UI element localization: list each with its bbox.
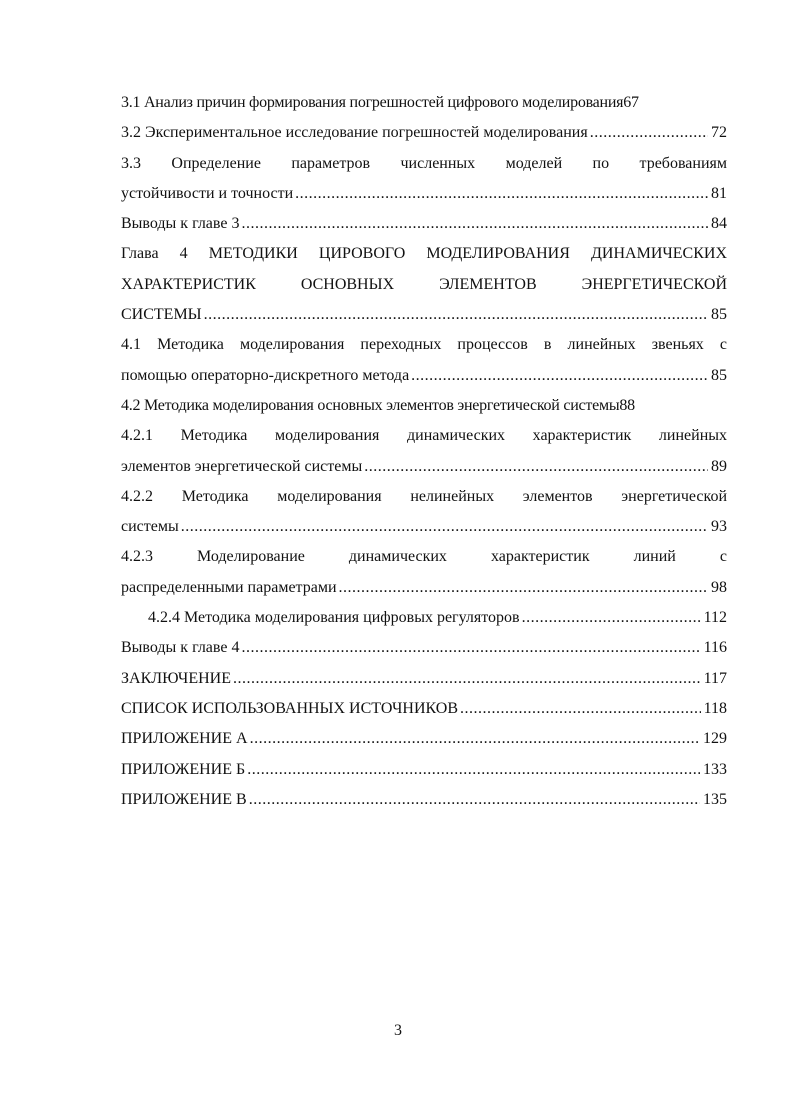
toc-leader-dots (522, 603, 701, 633)
toc-leader-dots (295, 179, 708, 209)
toc-entry-page: 117 (703, 669, 727, 687)
toc-entry-page: 98 (711, 578, 727, 596)
toc-leader-dots (339, 573, 708, 603)
toc-leader-dots (250, 724, 700, 754)
toc-entry-title: 4.2 Методика моделирования основных элементов энергетической системы (121, 396, 620, 414)
toc-entry-title-line: Глава 4 МЕТОДИКИ ЦИРОВОГО МОДЕЛИРОВАНИЯ ДИНАМИЧЕСКИХ (121, 245, 727, 263)
toc-entry-title: ПРИЛОЖЕНИЕ В (121, 790, 247, 808)
toc-entry-4-2 (121, 391, 727, 421)
toc-entry-3-1 (121, 88, 727, 118)
toc-entry-title-line: 4.2.1 Методика моделирования динамических характеристик линейных (121, 427, 727, 445)
toc-leader-dots (249, 785, 700, 815)
toc-entry-page: 135 (703, 790, 727, 808)
toc-leader-dots (590, 118, 708, 148)
toc-entry-title: элементов энергетической системы (121, 457, 363, 475)
toc-entry-page: 112 (703, 609, 727, 627)
toc-entry-title: 3.2 Экспериментальное исследование погрешностей моделирования (121, 124, 588, 142)
toc-leader-dots (460, 694, 701, 724)
toc-entry-title: Выводы к главе 4 (121, 639, 240, 657)
toc-entry-3-2 (121, 118, 727, 148)
toc-entry-page: 85 (711, 366, 727, 384)
toc-entry-page: 116 (703, 639, 727, 657)
toc-leader-dots (181, 512, 708, 542)
toc-entry-appendix-b (121, 755, 727, 785)
toc-leader-dots (204, 300, 708, 330)
toc-entry-page: 89 (711, 457, 727, 475)
toc-leader-dots (233, 664, 701, 694)
toc-entry-title-line: 4.2.2 Методика моделирования нелинейных элементов энергетической (121, 487, 727, 505)
toc-entry-conclusion (121, 664, 727, 694)
page-number: 3 (394, 1022, 402, 1039)
toc-entry-4-2-3 (121, 542, 727, 603)
toc-entry-4-2-2 (121, 482, 727, 543)
toc-entry-page: 67 (623, 94, 639, 111)
toc-entry-4-2-4 (121, 603, 727, 633)
toc-entry-4-1 (121, 330, 727, 391)
toc-entry-title: распределенными параметрами (121, 578, 337, 596)
toc-entry-page: 88 (619, 396, 635, 414)
toc-entry-4-2-1 (121, 421, 727, 482)
toc-entry-title: ПРИЛОЖЕНИЕ А (121, 730, 248, 748)
toc-entry-title-line: ХАРАКТЕРИСТИК ОСНОВНЫХ ЭЛЕМЕНТОВ ЭНЕРГЕТИЧЕСКОЙ (121, 275, 727, 293)
toc-entry-title: 3.1 Анализ причин формирования погрешностей цифрового моделирования (121, 94, 624, 111)
toc-entry-conclusions-ch3 (121, 209, 727, 239)
toc-entry-appendix-a (121, 724, 727, 754)
toc-entry-title: СИСТЕМЫ (121, 306, 202, 324)
toc-entry-title: помощью операторно-дискретного метода (121, 366, 410, 384)
toc-entry-appendix-v (121, 785, 727, 815)
toc-entry-page: 133 (703, 760, 727, 778)
toc-entry-title-line: 4.1 Методика моделирования переходных процессов в линейных звеньях с (121, 336, 727, 354)
toc-entry-title-line: 4.2.3 Моделирование динамических характеристик линий с (121, 548, 727, 566)
toc-entry-title: устойчивости и точности (121, 184, 294, 202)
toc-entry-title: СПИСОК ИСПОЛЬЗОВАННЫХ ИСТОЧНИКОВ (121, 699, 459, 717)
toc-leader-dots (241, 209, 708, 239)
toc-entry-conclusions-ch4 (121, 633, 727, 663)
toc-entry-title: 4.2.4 Методика моделирования цифровых регуляторов (148, 609, 520, 627)
table-of-contents (121, 88, 727, 815)
toc-entry-page: 84 (711, 215, 727, 233)
toc-leader-dots (411, 361, 708, 391)
toc-entry-page: 85 (711, 306, 727, 324)
toc-leader-dots (241, 633, 700, 663)
toc-leader-dots (247, 755, 700, 785)
toc-entry-title-line: 3.3 Определение параметров численных моделей по требованиям (121, 154, 727, 172)
toc-entry-title: ЗАКЛЮЧЕНИЕ (121, 669, 231, 687)
toc-entry-references (121, 694, 727, 724)
toc-entry-page: 118 (703, 699, 727, 717)
toc-entry-3-3 (121, 149, 727, 210)
toc-entry-page: 129 (703, 730, 727, 748)
toc-leader-dots (364, 452, 708, 482)
toc-entry-title: ПРИЛОЖЕНИЕ Б (121, 760, 246, 778)
toc-entry-page: 93 (711, 518, 727, 536)
toc-entry-chapter-4 (121, 239, 727, 330)
toc-entry-title: системы (121, 518, 179, 536)
toc-entry-page: 81 (711, 184, 727, 202)
toc-entry-title: Выводы к главе 3 (121, 215, 240, 233)
toc-entry-page: 72 (711, 124, 727, 142)
